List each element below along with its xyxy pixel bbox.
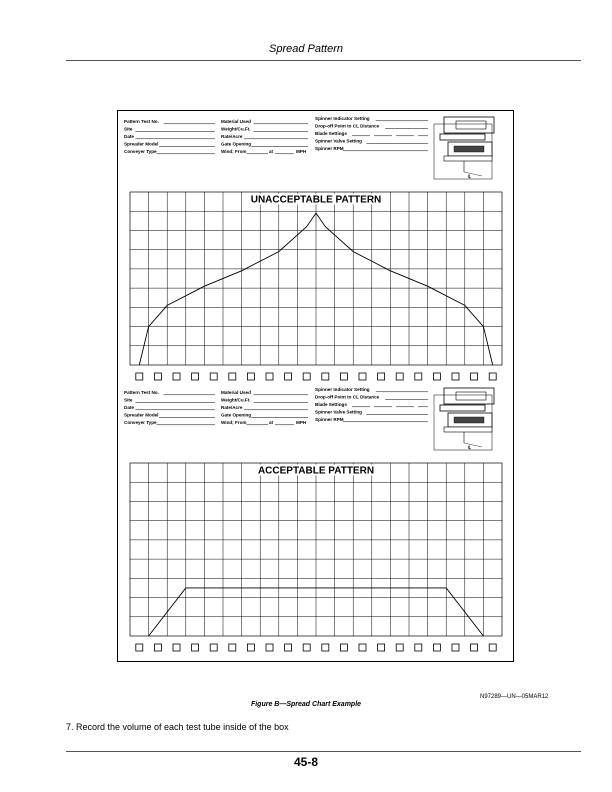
form-label: Rate/Acre [221,134,243,139]
test-tube-box [173,373,180,380]
footer-rule [66,751,581,752]
test-tube-box [210,373,217,380]
test-tube-box [471,644,478,651]
test-tube-box [396,644,403,651]
test-tube-box [378,644,385,651]
form-label: Drop-off Point to CL Distance [315,394,380,400]
figure-ref-code: N97289—UN—05MAR12 [480,694,549,700]
test-tube-box [433,644,440,651]
diagram-chute [440,405,485,411]
test-tube-box [322,373,329,380]
diagram-leader-line [464,443,482,447]
form-label: Spinner Valve Setting [315,138,362,144]
diagram-centerline-mark: ℄ [468,445,472,451]
page-number: 45-8 [293,755,319,769]
diagram-hopper-inner [456,121,486,129]
test-tube-box [285,373,292,380]
diagram-blade [444,427,492,432]
spreader-diagram [434,388,494,451]
form-label: Spinner Valve Setting [315,409,362,415]
test-tube-box [452,644,459,651]
form-label: MPH [296,149,307,154]
test-tube-box [229,644,236,651]
form-label: Blade Settings [315,131,347,136]
test-tube-box [136,644,143,651]
form-label: Date [124,405,134,410]
page-header-title: Spread Pattern [269,43,343,55]
diagram-spinner-disc [454,146,484,152]
form-label: Material Used [221,390,251,395]
test-tube-box [471,373,478,380]
test-tube-box [340,644,347,651]
test-tube-box [378,373,385,380]
diagram-hopper [444,388,494,404]
form-label: Gate Opening [221,141,252,147]
diagram-chute [440,134,485,140]
test-tube-box [489,373,496,380]
form-label: Spinner RPM [315,146,344,151]
form-label: at [269,420,274,425]
test-tube-box [396,373,403,380]
test-tube-box [210,644,217,651]
spreader-diagram [434,117,494,180]
test-tube-box [322,644,329,651]
diagram-hopper [444,117,494,133]
test-tube-box [154,644,161,651]
chart-title: ACCEPTABLE PATTERN [257,465,375,477]
form-label: Pattern Test No. [124,119,159,124]
form-label: Material Used [221,119,251,124]
form-label: Conveyer Type [124,149,157,154]
figure-canvas [118,111,515,663]
test-tube-box [266,644,273,651]
form-label: Spinner Indicator Setting [315,387,370,392]
form-label: Site [124,126,133,132]
test-tube-box [247,373,254,380]
test-tube-box [136,373,143,380]
test-tube-box [192,644,199,651]
form-label: Site [124,397,133,403]
form-label: Spinner RPM [315,417,344,422]
test-tube-box [415,373,422,380]
form-label: Spreader Model [124,141,159,147]
diagram-spinner-disc [454,417,484,423]
form-label: Wind; From [221,149,247,154]
test-tube-box [192,373,199,380]
test-tube-box [359,373,366,380]
form-label: MPH [296,420,307,425]
diagram-centerline-mark: ℄ [468,174,472,180]
test-tube-box [452,373,459,380]
test-tube-box [173,644,180,651]
test-tube-box [303,373,310,380]
figure-caption: Figure B—Spread Chart Example [250,701,362,708]
form-label: Conveyer Type [124,420,157,425]
form-label: Spreader Model [124,412,159,418]
test-tube-box [285,644,292,651]
diagram-hopper-inner [456,392,486,400]
form-label: at [269,149,274,154]
form-label: Drop-off Point to CL Distance [315,123,380,129]
test-tube-box [229,373,236,380]
spread-chart-figure [117,110,514,662]
test-tube-box [489,644,496,651]
form-label: Weight/Cu.Ft. [221,397,251,403]
test-tube-box [266,373,273,380]
test-tube-box [303,644,310,651]
test-tube-box [247,644,254,651]
instruction-step: 7. Record the volume of each test tube inside of the box [66,722,289,732]
test-tube-box [433,373,440,380]
test-tube-box [359,644,366,651]
form-label: Gate Opening [221,412,252,418]
form-label: Blade Settings [315,402,347,407]
form-label: Date [124,134,134,139]
form-label: Wind; From [221,420,247,425]
form-label: Rate/Acre [221,405,243,410]
diagram-blade [444,156,492,161]
test-tube-box [415,644,422,651]
form-label: Weight/Cu.Ft. [221,126,251,132]
header-rule [66,60,581,61]
chart-title: UNACCEPTABLE PATTERN [250,194,382,206]
test-tube-box [340,373,347,380]
form-label: Spinner Indicator Setting [315,116,370,121]
diagram-leader-line [464,172,482,176]
form-label: Pattern Test No. [124,390,159,395]
test-tube-box [154,373,161,380]
